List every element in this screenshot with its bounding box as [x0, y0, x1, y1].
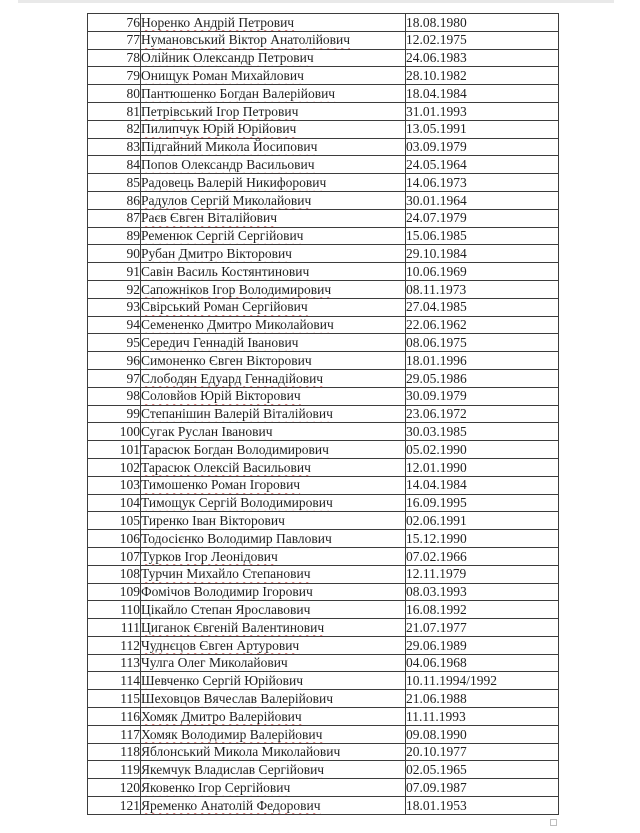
scan-artifact-top [18, 0, 614, 3]
name-text: Підгайний Микола Йосипович [141, 139, 318, 155]
table-row [88, 369, 559, 387]
name-text: Середич Геннадій Іванович [141, 334, 299, 350]
name-cell [141, 619, 406, 637]
table-row [88, 31, 559, 49]
personnel-table [87, 13, 559, 815]
birth-date-cell: 13.05.1991 [406, 120, 559, 138]
birth-date-cell: 11.11.1993 [406, 708, 559, 726]
birth-date-cell: 29.10.1984 [406, 245, 559, 263]
table-row [88, 405, 559, 423]
name-text: Тимошенко Роман Ігорович [141, 477, 301, 493]
row-number-cell: 121 [88, 797, 141, 815]
birth-date-cell: 12.11.1979 [406, 565, 559, 583]
row-number-cell: 76 [88, 14, 141, 32]
row-number-cell: 108 [88, 565, 141, 583]
table-row [88, 174, 559, 192]
table-row [88, 138, 559, 156]
row-number-cell: 86 [88, 191, 141, 209]
name-cell [141, 14, 406, 32]
row-number-cell: 118 [88, 743, 141, 761]
birth-date-cell: 08.11.1973 [406, 280, 559, 298]
table-row [88, 227, 559, 245]
name-cell [141, 387, 406, 405]
row-number-cell: 93 [88, 298, 141, 316]
birth-date-cell: 23.06.1972 [406, 405, 559, 423]
row-number-cell: 94 [88, 316, 141, 334]
row-number-cell: 98 [88, 387, 141, 405]
name-text: Тимощук Сергій Володимирович [141, 495, 333, 511]
table-row [88, 530, 559, 548]
table-row [88, 458, 559, 476]
row-number-cell: 105 [88, 512, 141, 530]
row-number-cell: 84 [88, 156, 141, 174]
name-text: Яковенко Ігор Сергійович [141, 779, 291, 795]
table-row [88, 743, 559, 761]
name-cell [141, 369, 406, 387]
name-text: Савін Василь Костянтинович [141, 263, 310, 279]
name-cell [141, 512, 406, 530]
name-text: Тарасюк Богдан Володимирович [141, 441, 329, 457]
table-row [88, 512, 559, 530]
name-text: Онищук Роман Михайлович [141, 68, 304, 84]
name-cell [141, 476, 406, 494]
name-cell [141, 743, 406, 761]
birth-date-cell: 15.12.1990 [406, 530, 559, 548]
name-cell [141, 725, 406, 743]
name-cell [141, 494, 406, 512]
row-number-cell: 116 [88, 708, 141, 726]
table-row [88, 49, 559, 67]
row-number-cell: 95 [88, 334, 141, 352]
table-row [88, 761, 559, 779]
name-cell [141, 690, 406, 708]
name-text: Чуднєцов Євген Артурович [141, 637, 300, 653]
name-cell [141, 191, 406, 209]
name-text: Шеховцов Вячеслав Валерійович [141, 690, 334, 706]
name-text: Степанішин Валерій Віталійович [141, 406, 333, 422]
name-text: Свірський Роман Сергійович [141, 299, 308, 315]
table-row [88, 547, 559, 565]
row-number-cell: 113 [88, 654, 141, 672]
table-row [88, 583, 559, 601]
table-row [88, 85, 559, 103]
birth-date-cell: 30.03.1985 [406, 423, 559, 441]
table-row [88, 672, 559, 690]
name-cell [141, 316, 406, 334]
birth-date-cell: 18.01.1996 [406, 352, 559, 370]
birth-date-cell: 18.01.1953 [406, 797, 559, 815]
row-number-cell: 115 [88, 690, 141, 708]
birth-date-cell: 14.04.1984 [406, 476, 559, 494]
row-number-cell: 104 [88, 494, 141, 512]
birth-date-cell: 16.08.1992 [406, 601, 559, 619]
name-cell [141, 565, 406, 583]
table-row [88, 494, 559, 512]
table-row [88, 708, 559, 726]
name-text: Сугак Руслан Іванович [141, 423, 273, 439]
name-cell [141, 245, 406, 263]
birth-date-cell: 22.06.1962 [406, 316, 559, 334]
row-number-cell: 101 [88, 441, 141, 459]
table-row [88, 280, 559, 298]
birth-date-cell: 08.03.1993 [406, 583, 559, 601]
name-text: Хомяк Дмитро Валерійович [141, 708, 302, 724]
name-cell [141, 334, 406, 352]
row-number-cell: 99 [88, 405, 141, 423]
birth-date-cell: 07.02.1966 [406, 547, 559, 565]
table-row [88, 601, 559, 619]
row-number-cell: 97 [88, 369, 141, 387]
table-row [88, 102, 559, 120]
table-row [88, 191, 559, 209]
birth-date-cell: 02.05.1965 [406, 761, 559, 779]
row-number-cell: 120 [88, 779, 141, 797]
name-text: Норенко Андрій Петрович [141, 14, 295, 30]
name-text: Олійник Олександр Петрович [141, 50, 314, 66]
table-row [88, 636, 559, 654]
row-number-cell: 106 [88, 530, 141, 548]
name-text: Турчин Михайло Степанович [141, 566, 311, 582]
row-number-cell: 110 [88, 601, 141, 619]
birth-date-cell: 15.06.1985 [406, 227, 559, 245]
name-cell [141, 441, 406, 459]
name-cell [141, 708, 406, 726]
birth-date-cell: 14.06.1973 [406, 174, 559, 192]
row-number-cell: 92 [88, 280, 141, 298]
row-number-cell: 81 [88, 102, 141, 120]
table-row [88, 423, 559, 441]
table-row [88, 209, 559, 227]
name-cell [141, 530, 406, 548]
table-row [88, 387, 559, 405]
row-number-cell: 102 [88, 458, 141, 476]
name-cell [141, 458, 406, 476]
table-row [88, 263, 559, 281]
name-cell [141, 102, 406, 120]
birth-date-cell: 20.10.1977 [406, 743, 559, 761]
row-number-cell: 109 [88, 583, 141, 601]
name-cell [141, 67, 406, 85]
row-number-cell: 82 [88, 120, 141, 138]
name-cell [141, 31, 406, 49]
birth-date-cell: 29.05.1986 [406, 369, 559, 387]
birth-date-cell: 24.07.1979 [406, 209, 559, 227]
name-text: Слободян Едуард Геннадійович [141, 370, 324, 386]
row-number-cell: 119 [88, 761, 141, 779]
scan-artifact-bottom [550, 819, 557, 826]
name-cell [141, 797, 406, 815]
name-cell [141, 156, 406, 174]
row-number-cell: 114 [88, 672, 141, 690]
name-text: Сапожніков Ігор Володимирович [141, 281, 332, 297]
name-text: Цікайло Степан Ярославович [141, 601, 311, 617]
table-row [88, 619, 559, 637]
row-number-cell: 111 [88, 619, 141, 637]
birth-date-cell: 18.04.1984 [406, 85, 559, 103]
birth-date-cell: 21.06.1988 [406, 690, 559, 708]
name-text: Пантюшенко Богдан Валерійович [141, 85, 336, 101]
name-text: Тиренко Іван Вікторович [141, 512, 285, 528]
name-text: Пилипчук Юрій Юрійович [141, 121, 297, 137]
name-text: Турков Ігор Леонідович [141, 548, 278, 564]
name-cell [141, 654, 406, 672]
name-text: Семененко Дмитро Миколайович [141, 317, 334, 333]
name-cell [141, 85, 406, 103]
table-row [88, 298, 559, 316]
birth-date-cell: 28.10.1982 [406, 67, 559, 85]
birth-date-cell: 10.11.1994/1992 [406, 672, 559, 690]
name-cell [141, 209, 406, 227]
row-number-cell: 85 [88, 174, 141, 192]
name-cell [141, 672, 406, 690]
personnel-table-body [88, 14, 559, 815]
name-text: Симоненко Євген Вікторович [141, 352, 312, 368]
name-text: Шевченко Сергій Юрійович [141, 673, 304, 689]
name-cell [141, 227, 406, 245]
row-number-cell: 83 [88, 138, 141, 156]
birth-date-cell: 05.02.1990 [406, 441, 559, 459]
table-row [88, 441, 559, 459]
name-cell [141, 298, 406, 316]
birth-date-cell: 03.09.1979 [406, 138, 559, 156]
name-text: Чулга Олег Миколайович [141, 655, 288, 671]
birth-date-cell: 02.06.1991 [406, 512, 559, 530]
name-text: Петрівський Ігор Петрович [141, 103, 299, 119]
row-number-cell: 100 [88, 423, 141, 441]
name-text: Яблонський Микола Миколайович [141, 744, 341, 760]
birth-date-cell: 30.01.1964 [406, 191, 559, 209]
table-row [88, 779, 559, 797]
row-number-cell: 78 [88, 49, 141, 67]
name-text: Циганок Євгеній Валентинович [141, 619, 325, 635]
row-number-cell: 89 [88, 227, 141, 245]
name-cell [141, 761, 406, 779]
birth-date-cell: 04.06.1968 [406, 654, 559, 672]
table-row [88, 120, 559, 138]
table-row [88, 352, 559, 370]
row-number-cell: 79 [88, 67, 141, 85]
birth-date-cell: 18.08.1980 [406, 14, 559, 32]
birth-date-cell: 24.05.1964 [406, 156, 559, 174]
table-row [88, 316, 559, 334]
table-row [88, 690, 559, 708]
birth-date-cell: 10.06.1969 [406, 263, 559, 281]
table-row [88, 797, 559, 815]
birth-date-cell: 08.06.1975 [406, 334, 559, 352]
table-row [88, 67, 559, 85]
birth-date-cell: 29.06.1989 [406, 636, 559, 654]
birth-date-cell: 07.09.1987 [406, 779, 559, 797]
row-number-cell: 80 [88, 85, 141, 103]
table-row [88, 334, 559, 352]
table-row [88, 565, 559, 583]
name-cell [141, 636, 406, 654]
name-cell [141, 138, 406, 156]
name-cell [141, 263, 406, 281]
row-number-cell: 96 [88, 352, 141, 370]
name-text: Раєв Євген Віталійович [141, 210, 278, 226]
row-number-cell: 107 [88, 547, 141, 565]
name-cell [141, 174, 406, 192]
table-row [88, 476, 559, 494]
name-cell [141, 423, 406, 441]
birth-date-cell: 27.04.1985 [406, 298, 559, 316]
name-cell [141, 547, 406, 565]
name-cell [141, 405, 406, 423]
table-row [88, 245, 559, 263]
row-number-cell: 77 [88, 31, 141, 49]
name-text: Соловйов Юрій Вікторович [141, 388, 301, 404]
name-text: Якемчук Владислав Сергійович [141, 762, 325, 778]
name-text: Рубан Дмитро Вікторович [141, 246, 292, 261]
table-row [88, 725, 559, 743]
birth-date-cell: 09.08.1990 [406, 725, 559, 743]
row-number-cell: 91 [88, 263, 141, 281]
table-row [88, 156, 559, 174]
name-cell [141, 352, 406, 370]
row-number-cell: 90 [88, 245, 141, 263]
name-text: Попов Олександр Васильович [141, 157, 315, 173]
name-text: Радулов Сергій Миколайович [141, 192, 312, 208]
birth-date-cell: 12.01.1990 [406, 458, 559, 476]
name-text: Нумановський Віктор Анатолійович [141, 32, 351, 48]
name-text: Тодосієнко Володимир Павлович [141, 530, 332, 546]
name-text: Фомічов Володимир Ігорович [141, 584, 313, 600]
birth-date-cell: 31.01.1993 [406, 102, 559, 120]
name-text: Радовець Валерій Никифорович [141, 174, 327, 190]
name-cell [141, 601, 406, 619]
name-cell [141, 49, 406, 67]
birth-date-cell: 16.09.1995 [406, 494, 559, 512]
birth-date-cell: 24.06.1983 [406, 49, 559, 67]
name-text: Хомяк Володимир Валерійович [141, 726, 323, 742]
table-row [88, 14, 559, 32]
birth-date-cell: 30.09.1979 [406, 387, 559, 405]
row-number-cell: 87 [88, 209, 141, 227]
birth-date-cell: 21.07.1977 [406, 619, 559, 637]
row-number-cell: 112 [88, 636, 141, 654]
name-text: Яременко Анатолій Федорович [141, 797, 321, 813]
birth-date-cell: 12.02.1975 [406, 31, 559, 49]
name-cell [141, 583, 406, 601]
row-number-cell: 117 [88, 725, 141, 743]
name-cell [141, 120, 406, 138]
name-cell [141, 280, 406, 298]
name-text: Ременюк Сергій Сергійович [141, 228, 304, 244]
name-text: Тарасюк Олексій Васильович [141, 459, 311, 475]
row-number-cell: 103 [88, 476, 141, 494]
name-cell [141, 779, 406, 797]
table-row [88, 654, 559, 672]
